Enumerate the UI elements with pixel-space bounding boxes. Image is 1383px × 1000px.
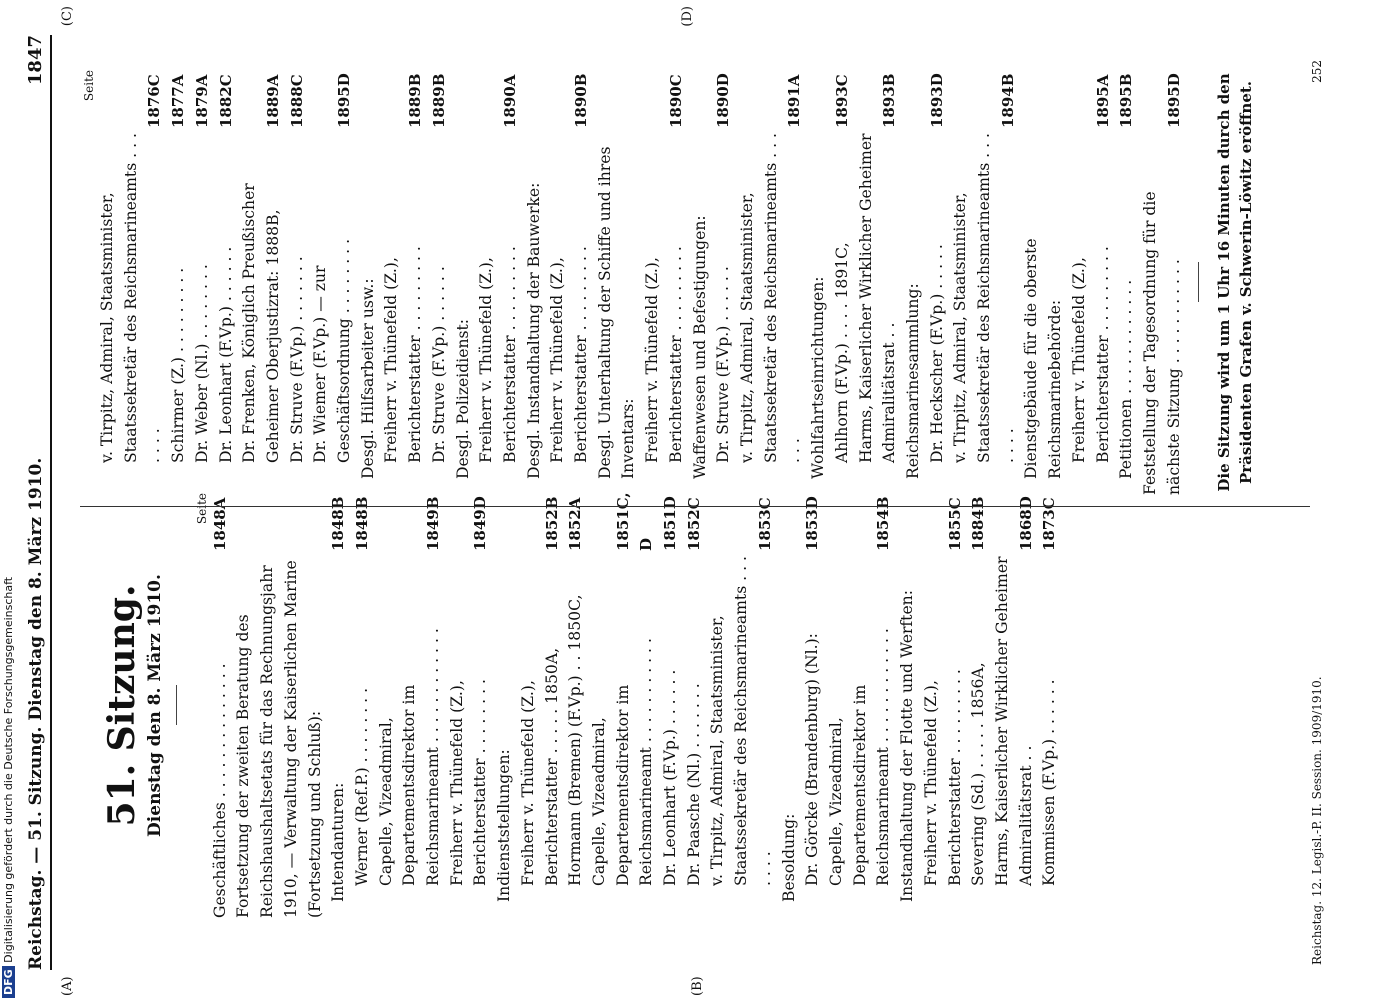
toc-entry bbox=[896, 493, 920, 902]
toc-entry-text: Desgl. Hilfsarbeiter usw.: bbox=[358, 278, 377, 479]
toc-entry-text: Werner (Ref.P.) . . . . . . . . bbox=[352, 687, 371, 886]
toc-entry-text: Freiherr v. Thünefeld (Z.), Berichterstatter . . . . . . . . . bbox=[382, 246, 425, 463]
session-title: 51. Sitzung. bbox=[101, 584, 143, 827]
toc-entry bbox=[736, 70, 807, 463]
closing-statement: Die Sitzung wird um 1 Uhr 16 Minuten durch den Präsidenten Grafen v. Schwerin-Löwitz eröffnet. bbox=[1215, 73, 1256, 492]
toc-entry-text: Wohlfahrtseinrichtungen: bbox=[809, 276, 828, 479]
toc-entry bbox=[1115, 70, 1139, 479]
toc-entry-page-ref: 1854B bbox=[874, 496, 893, 551]
page-number: 1847 bbox=[25, 35, 46, 86]
toc-entry bbox=[493, 493, 517, 902]
toc-entry bbox=[375, 493, 446, 886]
toc-entry bbox=[452, 70, 476, 479]
toc-entry-page-ref: 1895A bbox=[1093, 74, 1112, 128]
digitization-note bbox=[2, 0, 15, 998]
toc-entry bbox=[238, 70, 285, 463]
toc-entry-page-ref: 1890D bbox=[714, 73, 733, 128]
toc-entry-page-ref: 1848B bbox=[329, 496, 348, 551]
toc-entry-page-ref: 1853D bbox=[803, 496, 822, 551]
toc-entry bbox=[517, 493, 564, 886]
toc-entry bbox=[778, 493, 802, 902]
seite-label: Seite bbox=[82, 70, 96, 102]
toc-entry-text: Indienststellungen: bbox=[495, 749, 514, 902]
toc-entry-text: Petitionen . . . . . . . . . . . . bbox=[1117, 279, 1136, 479]
toc-entry bbox=[683, 493, 707, 886]
toc-entry-text: Dr. Frenken, Königlich Preußischer Geheimer Oberjustizrat: 1888B, bbox=[240, 183, 282, 463]
toc-entry-text: Capelle, Vizeadmiral, Departementsdirektor im Reichsmarineamt . . . . . . . . . . . . bbox=[826, 628, 893, 886]
toc-entry-page-ref: 1868D bbox=[1016, 496, 1035, 551]
toc-entry-page-ref: 1848A bbox=[210, 497, 229, 551]
left-column bbox=[82, 493, 1062, 918]
toc-entry-text: Hormann (Bremen) (F.Vp.) . . 1850C, bbox=[566, 594, 585, 886]
toc-entry-page-ref: 1882C bbox=[216, 74, 235, 128]
toc-entry bbox=[1139, 70, 1186, 495]
margin-marker-a: (A) bbox=[60, 976, 75, 996]
toc-entry-text: v. Tirpitz, Admiral, Staatsminister, Staatssekretär des Reichsmarineamts . . . . . . . bbox=[708, 556, 774, 886]
toc-entry-text: Fortsetzung der zweiten Beratung des Reichshaushaltsetats für das Rechnungsjahr 1910, — Verwaltung der Kaiserlichen Marine (Fortsetzung und Schluß): bbox=[234, 560, 324, 918]
toc-entry bbox=[807, 70, 831, 479]
toc-entry-page-ref: 1890B bbox=[572, 73, 591, 128]
right-column bbox=[82, 70, 1257, 495]
toc-entry-text: Desgl. Polizeidienst: bbox=[453, 318, 472, 479]
toc-entry-text: Dr. Struve (F.Vp.) . . . . . . . bbox=[287, 256, 306, 463]
toc-entry-page-ref: 1852A bbox=[566, 497, 585, 551]
toc-entry-text: Feststellung der Tagesordnung für die nächste Sitzung . . . . . . . . . . . bbox=[1140, 191, 1183, 495]
toc-entry-text: Dr. Heckscher (F.Vp.) . . . . . bbox=[927, 244, 946, 463]
toc-entry-text: v. Tirpitz, Admiral, Staatsminister, Staatssekretär des Reichsmarineamts . . . . . . . bbox=[98, 133, 164, 463]
toc-entries-right bbox=[96, 70, 1186, 495]
toc-entry bbox=[215, 70, 239, 463]
toc-entry-page-ref: 1894B bbox=[998, 73, 1017, 128]
toc-entry-page-ref: 1889B bbox=[429, 73, 448, 128]
toc-entry bbox=[1020, 70, 1067, 479]
toc-entry-text: v. Tirpitz, Admiral, Staatsminister, Staatssekretär des Reichsmarineamts . . . . . . . bbox=[951, 133, 1017, 463]
toc-entry-text: Severing (Sd.) . . . . . 1856A, bbox=[969, 662, 988, 886]
toc-entry-page-ref: 1889A bbox=[263, 74, 282, 128]
toc-entry-page-ref: 1877A bbox=[169, 74, 188, 128]
toc-entry-text: Besoldung: bbox=[779, 813, 798, 902]
toc-entry-text: Ahlhorn (F.Vp.) . . . . 1891C, bbox=[832, 242, 851, 463]
dfg-logo: DFG bbox=[2, 966, 15, 998]
toc-entry-text: Dr. Leonhart (F.Vp.) . . . . . . bbox=[216, 246, 235, 463]
toc-entry-page-ref: 1893C bbox=[832, 74, 851, 128]
toc-entry bbox=[689, 70, 713, 479]
toc-entry-page-ref: 1876C bbox=[145, 74, 164, 128]
toc-entry bbox=[167, 70, 191, 463]
toc-entry-text: Capelle, Vizeadmiral, Departementsdirektor im Reichsmarineamt . . . . . . . . . . . . bbox=[376, 628, 443, 886]
toc-entry-text: Kommissen (F.Vp.) . . . . . . bbox=[1040, 679, 1059, 886]
toc-entry-page-ref: 1893D bbox=[927, 73, 946, 128]
toc-entry-text: Freiherr v. Thünefeld (Z.), Berichterstatter . . . . . . . . . bbox=[1069, 246, 1112, 463]
toc-entry-page-ref: 1893B bbox=[880, 73, 899, 128]
toc-entry-page-ref: 1852C bbox=[684, 497, 703, 551]
toc-entry-text: Intendanturen: bbox=[329, 782, 348, 902]
toc-entry bbox=[309, 70, 356, 463]
toc-entry-text: Freiherr v. Thünefeld (Z.), Berichterstatter . . . . . . . . . bbox=[477, 246, 519, 463]
toc-entry-text: Freiherr v. Thünefeld (Z.), Berichterstatter . . . . . . . . . bbox=[548, 246, 591, 463]
toc-entry-page-ref: 1895D bbox=[335, 73, 354, 128]
toc-entry-page-ref: 1888C bbox=[287, 74, 306, 128]
toc-entry-page-ref: 1853C bbox=[755, 497, 774, 551]
footer-publication: Reichstag. 12. Legisl.-P. II. Session. 1909/1910. bbox=[1310, 676, 1324, 965]
toc-entry bbox=[991, 493, 1038, 886]
toc-entry-text: Dr. Leonhart (F.Vp.) . . . . . . bbox=[661, 669, 680, 886]
toc-entry-page-ref: 1895D bbox=[1164, 73, 1183, 128]
toc-entry bbox=[428, 70, 452, 463]
margin-marker-d: (D) bbox=[680, 6, 695, 27]
toc-entry bbox=[546, 70, 593, 463]
toc-entry-page-ref: 1884B bbox=[969, 496, 988, 551]
toc-entry bbox=[659, 493, 683, 886]
toc-entry-text: Schirmer (Z.) . . . . . . . . . bbox=[169, 267, 188, 463]
toc-entry-page-ref: 1890A bbox=[500, 74, 519, 128]
toc-entry bbox=[641, 70, 688, 463]
toc-entry-text: Freiherr v. Thünefeld (Z.), Berichterstatter . . . . . 1850A, bbox=[518, 647, 561, 886]
toc-entry-text: Harms, Kaiserlicher Wirklicher Geheimer Admiralitätsrat . . bbox=[992, 556, 1035, 886]
toc-entry bbox=[286, 70, 310, 463]
toc-entry-text: Freiherr v. Thünefeld (Z.), Berichterstatter . . . . . . . . . bbox=[921, 669, 964, 886]
toc-entry-text: Capelle, Vizeadmiral, Departementsdirektor im Reichsmarineamt . . . . . . . . . . . bbox=[589, 638, 656, 886]
toc-entry bbox=[523, 70, 547, 479]
toc-entry bbox=[446, 493, 493, 886]
toc-entry bbox=[191, 70, 215, 463]
toc-entry bbox=[594, 70, 641, 479]
toc-entry-page-ref: 1891A bbox=[785, 74, 804, 128]
toc-entry-text: Dr. Weber (Nl.) . . . . . . . . bbox=[192, 264, 211, 463]
toc-entry-page-ref: 1879A bbox=[192, 74, 211, 128]
toc-entry bbox=[232, 493, 327, 918]
session-date: Dienstag den 8. März 1910. bbox=[145, 574, 165, 837]
toc-entry bbox=[801, 493, 825, 886]
toc-entry-text: Dr. Struve (F.Vp.) . . . . . . bbox=[429, 266, 448, 463]
toc-entry-page-ref: 1873C bbox=[1040, 497, 1059, 551]
toc-entry bbox=[1068, 70, 1115, 463]
seite-label: Seite bbox=[194, 493, 209, 525]
toc-entry bbox=[351, 493, 375, 886]
toc-entry bbox=[926, 70, 950, 463]
toc-entry-text: Desgl. Instandhaltung der Bauwerke: bbox=[524, 182, 543, 479]
margin-marker-c: (C) bbox=[60, 6, 75, 27]
toc-entry bbox=[967, 493, 991, 886]
toc-entry-text: v. Tirpitz, Admiral, Staatsminister, Staatssekretär des Reichsmarineamts . . . . . . bbox=[737, 133, 804, 463]
toc-entry-page-ref: 1849D bbox=[471, 496, 490, 551]
toc-entry bbox=[1038, 493, 1062, 886]
short-rule bbox=[176, 686, 177, 726]
toc-entry-text: Dr. Görcke (Brandenburg) (Nl.): bbox=[803, 633, 822, 886]
toc-entry bbox=[475, 70, 522, 463]
toc-entry-text: Dr. Struve (F.Vp.) . . . . . . bbox=[714, 266, 733, 463]
toc-entry-text: Harms, Kaiserlicher Wirklicher Geheimer Admiralitätsrat . . bbox=[856, 133, 899, 463]
toc-entry bbox=[96, 70, 167, 463]
toc-entry-page-ref: 1851C, D bbox=[613, 492, 656, 551]
running-title: Reichstag. — 51. Sitzung. Dienstag den 8. März 1910. bbox=[26, 457, 46, 970]
toc-entry-text: Waffenwesen und Befestigungen: bbox=[690, 215, 709, 479]
digitization-text: Digitalisierung gefördert durch die Deutsche Forschungsgemeinschaft bbox=[2, 576, 15, 963]
toc-entry bbox=[564, 493, 588, 886]
toc-entry-text: Dienstgebäude für die oberste Reichsmarinebehörde: bbox=[1022, 238, 1065, 479]
toc-entry-page-ref: 1851D bbox=[661, 496, 680, 551]
toc-entry-text: Freiherr v. Thünefeld (Z.), Berichterstatter . . . . . . . . . bbox=[643, 246, 685, 463]
toc-entry-text: Desgl. Unterhaltung der Schiffe und ihres Inventars: bbox=[595, 146, 638, 479]
toc-entry bbox=[712, 70, 736, 463]
toc-entry-text: Reichsmarinesammlung: bbox=[903, 283, 922, 479]
toc-entry-page-ref: 1889B bbox=[406, 73, 425, 128]
toc-entry-text: Freiherr v. Thünefeld (Z.), Berichterstatter . . . . . . . . bbox=[447, 679, 490, 886]
toc-entry-text: Geschäftliches . . . . . . . . . . . . . . bbox=[210, 663, 229, 918]
toc-entry bbox=[588, 493, 659, 886]
toc-entry bbox=[357, 70, 381, 479]
toc-entry-page-ref: 1849B bbox=[424, 496, 443, 551]
toc-entry-text: Dr. Wiemer (F.Vp.) — zur Geschäftsordnung . . . . . . . . bbox=[311, 238, 354, 463]
toc-entry-text: Instandhaltung der Flotte und Werften: bbox=[898, 590, 917, 902]
toc-entry bbox=[327, 493, 351, 902]
toc-entry bbox=[920, 493, 967, 886]
toc-entry bbox=[855, 70, 902, 463]
toc-entries-left bbox=[209, 493, 1062, 918]
toc-entry bbox=[902, 70, 926, 479]
column-divider bbox=[80, 506, 1310, 507]
toc-entry-page-ref: 1848B bbox=[352, 496, 371, 551]
short-rule bbox=[1198, 263, 1199, 303]
toc-entry bbox=[825, 493, 896, 886]
toc-entry-page-ref: 1890C bbox=[666, 74, 685, 128]
toc-entry bbox=[949, 70, 1020, 463]
toc-entry bbox=[209, 493, 233, 918]
toc-entry-page-ref: 1855C bbox=[945, 497, 964, 551]
toc-entry bbox=[706, 493, 777, 886]
toc-entry-page-ref: 1852B bbox=[542, 496, 561, 551]
toc-entry bbox=[380, 70, 427, 463]
footer-signature: 252 bbox=[1310, 60, 1324, 83]
running-header bbox=[10, 35, 52, 970]
toc-entry-page-ref: 1895B bbox=[1117, 73, 1136, 128]
margin-marker-b: (B) bbox=[690, 976, 705, 996]
toc-entry bbox=[831, 70, 855, 463]
toc-entry-text: Dr. Paasche (Nl.) . . . . . . . bbox=[684, 683, 703, 886]
